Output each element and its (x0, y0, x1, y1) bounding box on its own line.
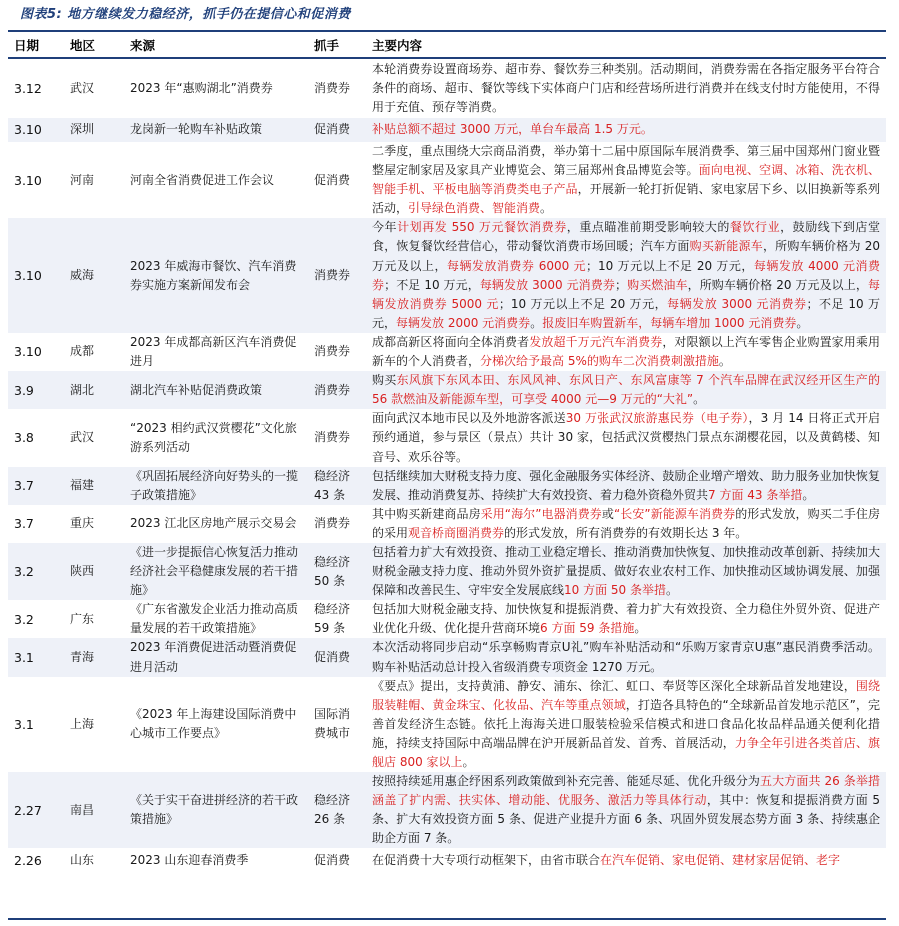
row-region: 广东 (70, 611, 95, 626)
row-content (366, 600, 886, 638)
content-text: 本次活动将同步启动“乐享畅购青京U礼”购车补贴活动和“乐购万家青京U惠”惠民消费季活动。购车补贴活动总计投入省级消费专项资金 1270 万元。 (372, 640, 880, 674)
highlight-text: 购买燃油车 (627, 277, 688, 292)
row-content (366, 467, 886, 505)
row-content (366, 638, 886, 676)
highlight-text: 10 方面 50 条举措 (564, 583, 666, 598)
row-region: 河南 (70, 172, 95, 187)
highlight-text: 东风旗下东风本田、东风风神、东风日产、东风富康等 7 个汽车品牌在武汉经开区生产的 56 款燃油及新能源车型，可享受 4000 元—9 万元的“大礼” (372, 373, 880, 407)
content-text: 。 (693, 392, 706, 407)
content-text: 《要点》提出，支持黄浦、静安、浦东、徐汇、虹口、奉贤等区深化全球新品首发地建设， (372, 678, 856, 693)
row-region: 深圳 (64, 118, 124, 142)
row-date: 3.2 (14, 611, 34, 627)
table-row (8, 638, 886, 676)
row-content (366, 409, 886, 466)
highlight-text: 6 方面 59 条措施 (540, 621, 635, 636)
row-date: 3.10 (14, 172, 42, 188)
row-category: 消费券 (314, 344, 351, 359)
row-region: 湖北 (64, 371, 124, 409)
table-row (8, 218, 886, 333)
page (8, 0, 886, 872)
table-body (8, 58, 886, 872)
row-content (366, 505, 886, 543)
table-row (8, 543, 886, 600)
row-date: 3.10 (14, 344, 42, 360)
row-source: 2023 山东迎春消费季 (130, 852, 249, 867)
content-text: ，所购车辆价格 20 万元及以上， (687, 277, 868, 292)
row-date: 3.10 (8, 118, 64, 142)
table-row (8, 118, 886, 142)
content-text: 在促消费十大专项行动框架下，由省市联合 (372, 852, 601, 867)
row-category: 促消费 (314, 852, 351, 867)
highlight-text: 分梯次给予最高 5%的购车二次消费刺激措施 (480, 354, 719, 369)
content-text: 按照持续延用惠企纾困系列政策做到补充完善、能延尽延、优化升级分为 (372, 774, 760, 789)
row-region: 威海 (64, 218, 124, 333)
table-row (8, 772, 886, 848)
row-source: 《进一步提振信心恢复活力推动经济社会平稳健康发展的若干措施》 (124, 543, 308, 600)
row-content (366, 58, 886, 118)
highlight-text: 每辆发放消费券 5000 元 (372, 277, 880, 311)
table-row (8, 142, 886, 218)
content-text: 。 (718, 354, 731, 369)
highlight-text: 每辆发放 3000 元消费券 (479, 277, 615, 292)
content-text: 。 (802, 487, 815, 502)
row-date: 3.9 (8, 371, 64, 409)
content-text: 包括加大财税金融支持、加快恢复和提振消费、着力扩大有效投资、全力稳住外贸外资、促进产业优化升级、优化提升营商环境 (372, 602, 880, 636)
row-content (366, 142, 886, 218)
content-text: ，开展新一轮打折促销、家电家居下乡、以旧换新等系列活动， (372, 182, 880, 216)
content-text: 本轮消费券设置商场券、超市券、餐饮券三种类别。活动期间，消费券需在各指定服务平台符合条件的商场、超市、餐饮等线下实体商户门店和经营场所进行消费并在线支付时方能使用，不得用于充值、预存等消费。 (372, 61, 880, 115)
row-region: 武汉 (70, 430, 95, 445)
row-content (366, 333, 886, 371)
row-source: 2023 江北区房地产展示交易会 (130, 516, 297, 531)
highlight-text: 发放超千万元汽车消费券 (529, 334, 663, 349)
row-category: 稳经济 26 条 (308, 772, 366, 848)
table-row (8, 409, 886, 466)
row-date: 3.1 (14, 716, 34, 732)
row-region: 武汉 (70, 80, 95, 95)
content-text: ，3 月 14 日将正式开启预约通道，参与景区（景点）共计 30 家，包括武汉赏樱热门景点东湖樱花园，以及黄鹤楼、知音号、欢乐谷等。 (372, 411, 880, 464)
row-date: 3.12 (14, 80, 42, 96)
content-text: 其中购买新建商品房 (372, 506, 481, 521)
content-text: ，打造各具特色的“全球新品首发地示范区”，完善首发经济生态链。依托上海海关进口服装检验采信模式和进口食品化妆品样品通关便利化措施，持续支持国际中高端品牌在沪开展新品首发、首秀、首展活动， (372, 697, 880, 750)
row-date: 2.26 (14, 852, 42, 868)
content-text: ；10 万元以上不足 20 万元， (498, 296, 668, 311)
row-date: 2.27 (8, 772, 64, 848)
figure-title: 图表5: 地方继续发力稳经济，抓手仍在提信心和促消费 (20, 7, 351, 22)
highlight-text: 力争全年引进各类首店、旗舰店 800 家以上 (372, 735, 880, 769)
content-text: 。 (634, 621, 647, 636)
highlight-text: 面向电视、空调、冰箱、洗衣机、智能手机、平板电脑等消费类电子产品 (372, 163, 880, 197)
highlight-text: 餐饮行业 (729, 220, 781, 235)
highlight-text: 报废旧车购置新车，每辆车增加 1000 元消费券 (542, 315, 797, 330)
highlight-text: 在汽车促销、家电促销、建材家居促销、老字 (600, 852, 841, 867)
row-category: 稳经济 43 条 (308, 467, 366, 505)
row-content (366, 677, 886, 772)
header-category: 抓手 (308, 31, 366, 58)
row-category: 稳经济 59 条 (314, 602, 351, 636)
content-text: 。 (796, 315, 809, 330)
content-text: ，所购车辆价格为 20 万元及以上， (372, 239, 880, 273)
row-region: 南昌 (64, 772, 124, 848)
row-region: 福建 (64, 467, 124, 505)
highlight-text: 补贴总额不超过 3000 万元，单台车最高 1.5 万元。 (372, 122, 653, 137)
row-category: 消费券 (314, 430, 351, 445)
content-text: 的形式发放，所有消费券的有效期长达 3 年。 (504, 525, 748, 540)
content-text: ，重点瞄准前期受影响较大的 (566, 220, 730, 235)
row-region: 重庆 (70, 516, 95, 531)
content-text: ； (614, 277, 627, 292)
content-text: ；10 万元以上不足 20 万元， (586, 258, 754, 273)
content-text: 包括着力扩大有效投资、推动工业稳定增长、推动消费加快恢复、加快推动改革创新、持续加大财税金融支持力度、推动外贸外资扩量提质、做好农业农村工作、加快推动区域协调发展、加强保障和改善民生、守牢安全发展底线 (372, 544, 880, 598)
header-content: 主要内容 (366, 31, 886, 58)
row-date: 3.7 (8, 467, 64, 505)
highlight-text: 引导绿色消费、智能消费 (408, 201, 541, 216)
row-source: 河南全省消费促进工作会议 (130, 172, 275, 187)
highlight-text: 五大方面共 26 条举措涵盖了扩内需、扶实体、增动能、优服务、激活力等具体行动 (372, 774, 880, 808)
row-region: 山东 (70, 852, 95, 867)
header-row (8, 31, 886, 58)
content-text: 购买 (372, 373, 397, 388)
content-text: ，对限额以上汽车零售企业购置家用乘用新车的个人消费者， (372, 334, 880, 369)
row-source: 《广东省激发企业活力推动高质量发展的若干政策措施》 (130, 602, 299, 636)
highlight-text: 购买新能源车 (689, 239, 763, 254)
row-region: 上海 (70, 716, 95, 731)
table-row (8, 677, 886, 772)
content-text: 。 (666, 583, 679, 598)
content-text: 面向武汉本地市民以及外地游客派送 (372, 411, 566, 426)
row-category: 国际消费城市 (314, 707, 351, 741)
content-text: 或 (601, 506, 614, 521)
row-content (366, 118, 886, 142)
row-source: 龙岗新一轮购车补贴政策 (124, 118, 308, 142)
header-source: 来源 (124, 31, 308, 58)
table-row (8, 600, 886, 638)
highlight-text: 每辆发放 2000 元消费券 (396, 315, 531, 330)
row-content (366, 543, 886, 600)
table-row (8, 333, 886, 371)
highlight-text: 每辆发放消费券 6000 元 (446, 258, 587, 273)
row-category: 消费券 (308, 218, 366, 333)
content-text: ；不足 10 万元， (384, 277, 480, 292)
content-text: 的形式发放，购买二手住房的采用 (372, 506, 880, 540)
row-source: 2023 年消费促进活动暨消费促进月活动 (124, 638, 308, 676)
row-region: 成都 (70, 344, 95, 359)
row-source: 2023 年成都高新区汽车消费促进月 (130, 334, 297, 369)
table-row (8, 371, 886, 409)
row-source: 《2023 年上海建设国际消费中心城市工作要点》 (130, 707, 297, 741)
row-source: 《巩固拓展经济向好势头的一揽子政策措施》 (124, 467, 308, 505)
highlight-text: “长安”新能源车消费券 (613, 506, 736, 521)
row-date: 3.2 (8, 543, 64, 600)
highlight-text: 30 万张武汉旅游惠民券（电子券） (565, 411, 749, 426)
row-category: 促消费 (314, 172, 351, 187)
table-row (8, 467, 886, 505)
content-text: 。 (540, 201, 553, 216)
row-region: 陕西 (64, 543, 124, 600)
row-date: 3.8 (14, 430, 34, 446)
row-content (366, 772, 886, 848)
highlight-text: 观音桥商圈消费券 (408, 525, 505, 540)
row-content (366, 848, 886, 872)
content-text: 。 (462, 755, 475, 769)
content-text: 二季度，重点围绕大宗商品消费，举办第十二届中原国际车展消费季、第三届中国郑州门窗业暨整屋定制家居及家具产业博览会、第三届郑州食品博览会等。 (372, 144, 880, 178)
row-category: 消费券 (308, 371, 366, 409)
table-row (8, 58, 886, 118)
content-text: 成都高新区将面向全体消费者 (372, 334, 530, 349)
content-text: 今年 (372, 220, 398, 235)
row-category: 促消费 (308, 118, 366, 142)
highlight-text: 每辆发放 4000 元消费券 (372, 258, 880, 292)
table-row (8, 505, 886, 543)
table-row (8, 848, 886, 872)
row-content (366, 371, 886, 409)
row-source: 2023 年“惠购湖北”消费券 (130, 80, 273, 95)
header-region: 地区 (64, 31, 124, 58)
row-content (366, 218, 886, 333)
row-date: 3.7 (14, 516, 34, 532)
policy-table (8, 30, 886, 872)
content-text: ；不足 10 万元， (372, 296, 881, 330)
highlight-text: 采用“海尔”电器消费券 (480, 506, 602, 521)
content-text: ，鼓励线下到店堂食，恢复餐饮经营信心，带动餐饮消费市场回暖；汽车方面 (372, 220, 880, 254)
header-date: 日期 (8, 31, 64, 58)
content-text: 包括继续加大财税支持力度、强化金融服务实体经济、鼓励企业增产增效、助力服务业加快恢复发展、推动消费复苏、持续扩大有效投资、着力稳外资稳外贸共 (372, 468, 880, 502)
row-category: 稳经济 50 条 (308, 543, 366, 600)
row-source: 《关于实干奋进拼经济的若干政策措施》 (124, 772, 308, 848)
row-category: 促消费 (308, 638, 366, 676)
highlight-text: 7 方面 43 条举措 (708, 487, 803, 502)
row-category: 消费券 (314, 516, 351, 531)
row-region: 青海 (64, 638, 124, 676)
row-category: 消费券 (314, 80, 351, 95)
highlight-text: 每辆发放 3000 元消费券 (667, 296, 807, 311)
content-text: ，其中：恢复和提振消费方面 5 条、扩大有效投资方面 5 条、促进产业提升方面 6 条、巩固外贸发展态势方面 3 条、持续惠企助企方面 7 条。 (372, 793, 880, 846)
content-text: 。 (530, 315, 543, 330)
highlight-text: 计划再发 550 万元餐饮消费券 (397, 220, 567, 235)
row-source: 2023 年威海市餐饮、汽车消费券实施方案新闻发布会 (124, 218, 308, 333)
row-date: 3.10 (8, 218, 64, 333)
highlight-text: 围绕服装鞋帽、黄金珠宝、化妆品、汽车等重点领域 (372, 678, 880, 712)
bottom-rule (8, 918, 886, 920)
row-source: 湖北汽车补贴促消费政策 (124, 371, 308, 409)
row-source: “2023 相约武汉赏樱花”文化旅游系列活动 (130, 420, 297, 454)
row-date: 3.1 (8, 638, 64, 676)
